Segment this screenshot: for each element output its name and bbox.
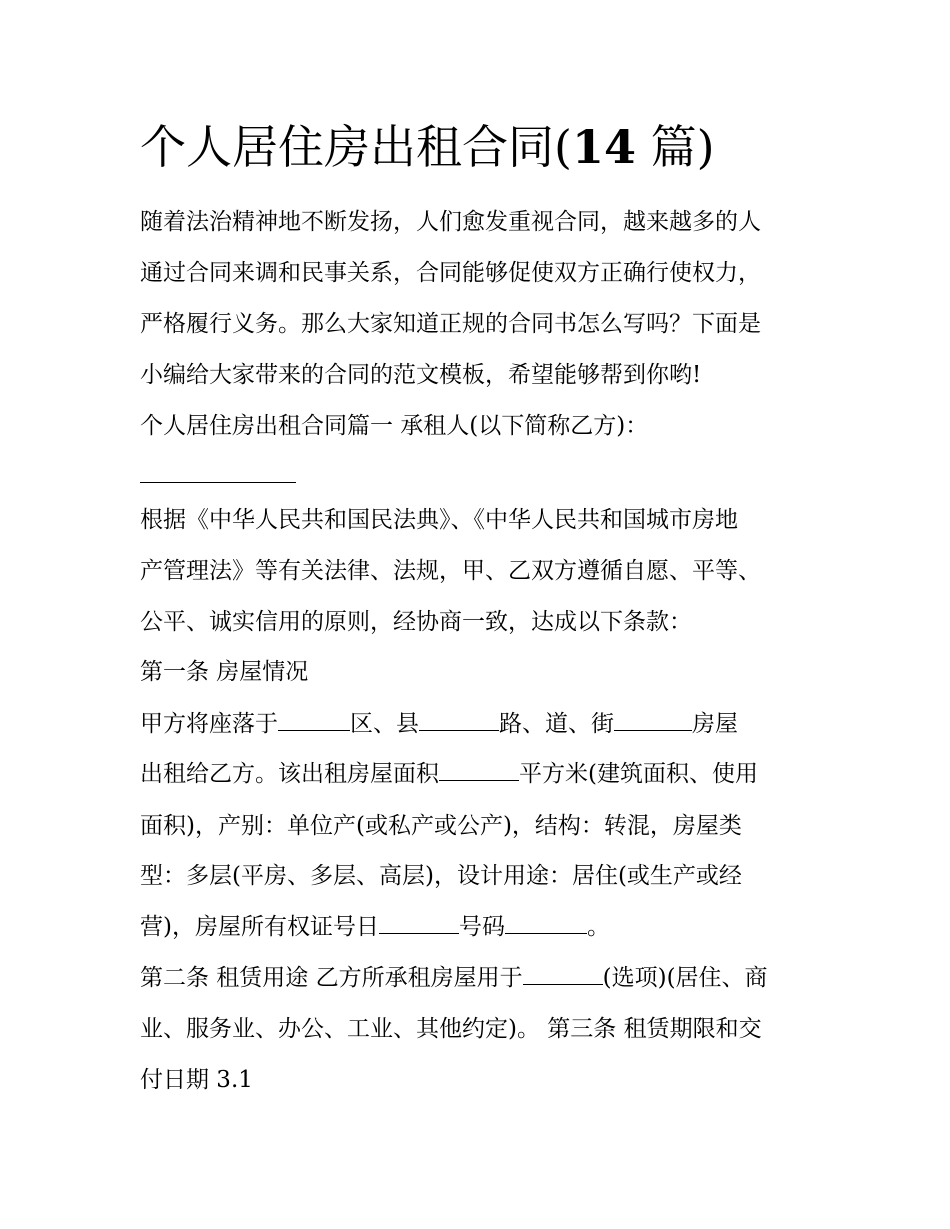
paragraph-line: 甲方将座落于 区、县 路、道、街 房屋 (140, 711, 738, 737)
paragraph-line: 型：多层(平房、多层、高层)，设计用途：居住(或生产或经 (140, 863, 742, 889)
paragraph-line: 面积)，产别：单位产(或私产或公产)，结构：转混，房屋类 (140, 813, 742, 839)
paragraph-line: 随着法治精神地不断发扬，人们愈发重视合同，越来越多的人 (140, 209, 761, 235)
paragraph-line: 营)，房屋所有权证号日 号码 。 (140, 914, 610, 940)
fill-blank (505, 913, 587, 934)
fill-blank (278, 710, 350, 731)
title-prefix: 个人居住房出租合同( (140, 120, 572, 174)
title-suffix: 篇) (635, 120, 715, 174)
paragraph-line: 严格履行义务。那么大家知道正规的合同书怎么写吗？下面是 (140, 311, 761, 337)
paragraph-line: 出租给乙方。该出租房屋面积 平方米(建筑面积、使用 (140, 761, 758, 787)
paragraph-line: 根据《中华人民共和国民法典》、《中华人民共和国城市房地 (140, 507, 738, 533)
signature-blank-line (140, 482, 296, 483)
article-heading: 第二条 租赁用途 乙方所承租房屋用于 (选项)(居住、商 (140, 965, 768, 991)
fill-blank (614, 710, 692, 731)
fill-blank (419, 710, 499, 731)
paragraph-line: 付日期 3.1 (140, 1067, 253, 1093)
fill-blank (523, 964, 603, 985)
paragraph-line: 公平、诚实信用的原则，经协商一致，达成以下条款： (140, 609, 692, 635)
paragraph-line: 小编给大家带来的合同的范文模板，希望能够帮到你哟! (140, 362, 702, 388)
paragraph-line: 产管理法》等有关法律、法规，甲、乙双方遵循自愿、平等、 (140, 558, 761, 584)
fill-blank (379, 913, 459, 934)
fill-blank (439, 760, 519, 781)
document-title (140, 112, 840, 182)
section-heading: 个人居住房出租合同篇一 承租人(以下简称乙方)： (140, 413, 649, 439)
paragraph-line: 通过合同来调和民事关系，合同能够促使双方正确行使权力， (140, 260, 761, 286)
article-heading: 第一条 房屋情况 (140, 659, 309, 685)
paragraph-line: 业、服务业、办公、工业、其他约定)。 第三条 租赁期限和交 (140, 1016, 762, 1042)
title-number: 14 (571, 120, 636, 174)
